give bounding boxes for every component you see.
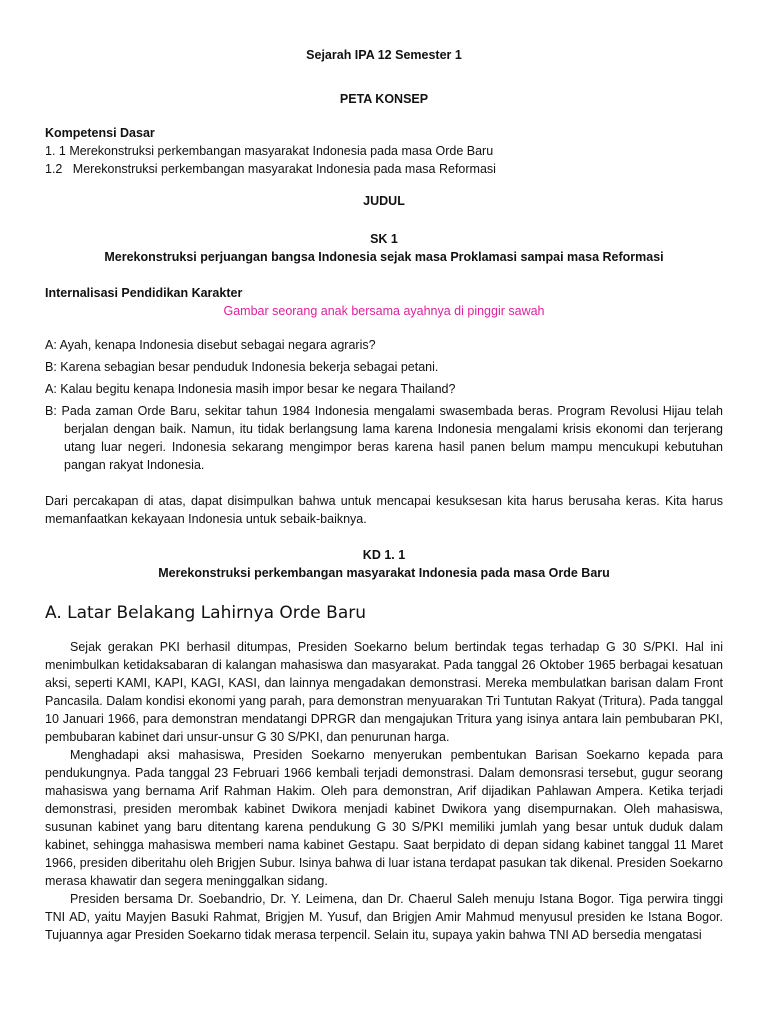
dialog-line: A: Kalau begitu kenapa Indonesia masih impor besar ke negara Thailand? [45, 382, 456, 396]
sk-label: SK 1 [370, 232, 398, 246]
kompetensi-list [45, 142, 723, 178]
kd-label: KD 1. 1 [362, 548, 406, 562]
kompetensi-item: 1.2 Merekonstruksi perkembangan masyarakat Indonesia pada masa Reformasi [45, 162, 496, 176]
dialog-line: B: Karena sebagian besar penduduk Indonesia bekerja sebagai petani. [45, 360, 439, 374]
dialog [45, 336, 723, 474]
sk-text: Merekonstruksi perjuangan bangsa Indonesia sejak masa Proklamasi sampai masa Reformasi [104, 250, 664, 264]
body-paragraph: Presiden bersama Dr. Soebandrio, Dr. Y. Leimena, dan Dr. Chaerul Saleh menuju Istana Bogor. Tiga perwira tinggi TNI AD, yaitu Mayjen Basuki Rahmat, Brigjen M. Yusuf, dan Brigjen Amir Mahmud menyusul presiden ke Istana Bogor. Tujuannya agar Presiden Soekarno tidak merasa terpencil. Selain itu, supaya yakin bahwa TNI AD bersedia mengatasi [45, 892, 723, 942]
document-body [45, 46, 723, 944]
picture-caption: Gambar seorang anak bersama ayahnya di pinggir sawah [223, 304, 545, 318]
peta-konsep-heading: PETA KONSEP [339, 92, 429, 106]
kompetensi-item: 1. 1 Merekonstruksi perkembangan masyarakat Indonesia pada masa Orde Baru [45, 144, 494, 158]
dialog-line: B: Pada zaman Orde Baru, sekitar tahun 1984 Indonesia mengalami swasembada beras. Program Revolusi Hijau telah berjalan dengan baik. Namun, itu tidak berlangsung lama karena Indonesia mengalami krisis ekonomi dan terjerang utang luar negeri. Indonesia sekarang mengimpor beras karena hasil panen belum mampu mencukupi kebutuhan pangan rakyat Indonesia. [45, 404, 723, 472]
dialog-line: A: Ayah, kenapa Indonesia disebut sebagai negara agraris? [45, 338, 376, 352]
section-heading: A. Latar Belakang Lahirnya Orde Baru [45, 603, 366, 623]
document-title: Sejarah IPA 12 Semester 1 [306, 48, 462, 62]
judul-heading: JUDUL [363, 194, 405, 208]
kd-text: Merekonstruksi perkembangan masyarakat Indonesia pada masa Orde Baru [158, 566, 610, 580]
body-paragraph: Menghadapi aksi mahasiswa, Presiden Soekarno menyerukan pembentukan Barisan Soekarno kepada para pendukungnya. Pada tanggal 23 Februari 1966 kembali terjadi demonstrasi. Dalam demonsrasi tersebut, gugur seorang mahasiswa yang bernama Arif Rahman Hakim. Oleh para demonstran, Arif dijadikan Pahlawan Ampera. Ketika terjadi demonstrasi, presiden merombak kabinet Dwikora menjadi kabinet Dwikora yang disempurnakan. Oleh mahasiswa, susunan kabinet yang baru ditentang karena pendukung G 30 S/PKI memiliki jumlah yang besar untuk duduk dalam kabinet, sehingga mahasiswa memberi nama kabinet Gestapu. Saat berpidato di depan sidang kabinet tanggal 11 Maret 1966, presiden diberitahu oleh Brigjen Subur. Isinya bahwa di luar istana terdapat pasukan tak dikenal. Presiden Soekarno merasa khawatir dan segera meninggalkan sidang. [45, 748, 723, 888]
conclusion-paragraph: Dari percakapan di atas, dapat disimpulkan bahwa untuk mencapai kesuksesan kita harus berusaha keras. Kita harus memanfaatkan kekayaan Indonesia untuk sebaik-baiknya. [45, 494, 723, 526]
internalisasi-label: Internalisasi Pendidikan Karakter [45, 286, 243, 300]
body-paragraph: Sejak gerakan PKI berhasil ditumpas, Presiden Soekarno belum bertindak tegas terhadap G 30 S/PKI. Hal ini menimbulkan ketidaksabaran di kalangan mahasiswa dan masyarakat. Pada tanggal 26 Oktober 1965 berbagai kesatuan aksi, seperti KAMI, KAPI, KAGI, KASI, dan lainnya mengadakan demonstrasi. Mereka membulatkan barisan dalam Front Pancasila. Dalam kondisi ekonomi yang parah, para demonstran menyuarakan Tri Tuntutan Rakyat (Tritura). Pada tanggal 10 Januari 1966, para demonstran mendatangi DPRGR dan mengajukan Tritura yang isinya antara lain pembubaran PKI, pembubaran kabinet dari unsur-unsur G 30 S/PKI, dan penurunan harga. [45, 640, 723, 744]
kompetensi-label: Kompetensi Dasar [45, 126, 155, 140]
